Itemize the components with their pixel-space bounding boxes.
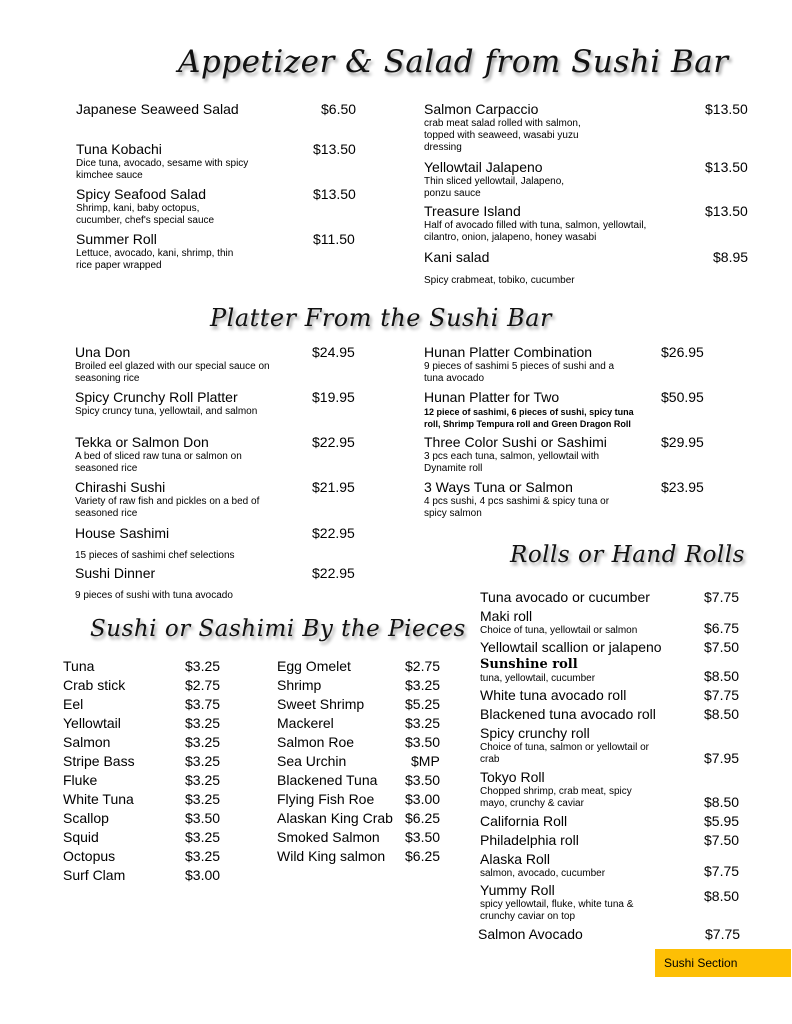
item-price: $29.95 bbox=[661, 434, 704, 450]
item-desc: Half of avocado filled with tuna, salmon, yellowtail, cilantro, onion, jalapeno, honey wasabi bbox=[424, 220, 647, 243]
roll-item bbox=[480, 882, 655, 923]
menu-item bbox=[424, 249, 674, 287]
menu-item bbox=[424, 479, 629, 520]
item-name: Chirashi Sushi bbox=[75, 479, 166, 495]
item-price: $7.95 bbox=[704, 750, 740, 766]
item-name: Spicy crunchy roll bbox=[480, 725, 590, 741]
item-name: Salmon Carpaccio bbox=[424, 101, 539, 117]
menu-item bbox=[424, 434, 624, 475]
item-desc: Spicy cruncy tuna, yellowtail, and salmon bbox=[75, 406, 258, 417]
roll-item bbox=[480, 589, 695, 606]
item-price: $5.95 bbox=[704, 813, 740, 829]
item-price: $23.95 bbox=[661, 479, 704, 495]
sushi-section-badge: Sushi Section bbox=[655, 949, 791, 977]
piece-price: $2.75 bbox=[185, 677, 221, 693]
item-name: Sushi Dinner bbox=[75, 565, 156, 581]
item-price: $8.50 bbox=[704, 888, 740, 904]
item-price: $13.50 bbox=[313, 186, 356, 202]
menu-item bbox=[75, 479, 280, 520]
item-name: Sunshine roll bbox=[480, 657, 578, 672]
piece-name: Sweet Shrimp bbox=[277, 696, 365, 712]
item-name: Japanese Seaweed Salad bbox=[76, 101, 239, 117]
piece-name: Smoked Salmon bbox=[277, 829, 380, 845]
piece-price: $3.00 bbox=[185, 867, 221, 883]
roll-item bbox=[480, 813, 695, 830]
menu-item bbox=[424, 159, 584, 200]
item-price: $13.50 bbox=[313, 141, 356, 157]
item-desc: 4 pcs sushi, 4 pcs sashimi & spicy tuna or spicy salmon bbox=[424, 496, 610, 519]
item-desc: Spicy crabmeat, tobiko, cucumber bbox=[424, 275, 575, 286]
piece-price: $3.25 bbox=[185, 791, 221, 807]
piece-name: Crab stick bbox=[63, 677, 126, 693]
piece-name: White Tuna bbox=[63, 791, 134, 807]
item-desc: spicy yellowtail, fluke, white tuna & crunchy caviar on top bbox=[480, 899, 634, 922]
piece-name: Wild King salmon bbox=[277, 848, 386, 864]
item-name: Spicy Seafood Salad bbox=[76, 186, 206, 202]
piece-price: $3.00 bbox=[405, 791, 441, 807]
roll-item bbox=[480, 832, 695, 849]
item-name: 3 Ways Tuna or Salmon bbox=[424, 479, 573, 495]
item-price: $13.50 bbox=[705, 203, 748, 219]
item-name: Yellowtail scallion or jalapeno bbox=[480, 639, 662, 655]
item-desc: salmon, avocado, cucumber bbox=[480, 868, 606, 879]
roll-item bbox=[480, 706, 695, 723]
item-price: $7.75 bbox=[704, 687, 740, 703]
piece-name: Salmon Roe bbox=[277, 734, 355, 750]
menu-item bbox=[75, 434, 265, 475]
menu-item bbox=[75, 344, 290, 385]
item-desc: Variety of raw fish and pickles on a bed of seasoned rice bbox=[75, 496, 260, 519]
item-price: $7.75 bbox=[705, 926, 741, 942]
item-price: $7.50 bbox=[704, 639, 740, 655]
item-desc: Shrimp, kani, baby octopus, cucumber, chef's special sauce bbox=[76, 203, 215, 226]
item-desc: Dice tuna, avocado, sesame with spicy kimchee sauce bbox=[76, 158, 249, 181]
item-price: $22.95 bbox=[312, 525, 355, 541]
roll-item bbox=[480, 687, 695, 704]
piece-name: Fluke bbox=[63, 772, 98, 788]
item-name: Una Don bbox=[75, 344, 131, 360]
piece-price: $3.25 bbox=[185, 829, 221, 845]
item-name: Philadelphia roll bbox=[480, 832, 579, 848]
item-price: $7.75 bbox=[704, 863, 740, 879]
item-price: $7.75 bbox=[704, 589, 740, 605]
appetizer-heading: Appetizer & Salad from Sushi Bar bbox=[178, 44, 729, 80]
piece-price: $3.25 bbox=[185, 734, 221, 750]
piece-price: $6.25 bbox=[405, 848, 441, 864]
menu-item bbox=[76, 141, 261, 182]
piece-price: $MP bbox=[411, 753, 440, 769]
menu-item bbox=[424, 101, 609, 154]
item-name: White tuna avocado roll bbox=[480, 687, 627, 703]
item-name: Maki roll bbox=[480, 608, 533, 624]
item-price: $22.95 bbox=[312, 434, 355, 450]
item-price: $24.95 bbox=[312, 344, 355, 360]
item-name: Spicy Crunchy Roll Platter bbox=[75, 389, 238, 405]
item-name: Salmon Avocado bbox=[478, 926, 583, 942]
item-name: Yellowtail Jalapeno bbox=[424, 159, 543, 175]
roll-item bbox=[480, 769, 655, 810]
menu-item bbox=[75, 525, 305, 562]
piece-price: $3.25 bbox=[185, 658, 221, 674]
item-desc: 9 pieces of sashimi 5 pieces of sushi and a tuna avocado bbox=[424, 361, 615, 384]
item-price: $8.50 bbox=[704, 794, 740, 810]
piece-price: $3.25 bbox=[185, 772, 221, 788]
piece-name: Tuna bbox=[63, 658, 95, 674]
item-desc: 12 piece of sashimi, 6 pieces of sushi, spicy tuna roll, Shrimp Tempura roll and Green Dragon Roll bbox=[424, 407, 634, 429]
roll-item bbox=[480, 639, 695, 656]
piece-name: Scallop bbox=[63, 810, 109, 826]
item-desc: Lettuce, avocado, kani, shrimp, thin rice paper wrapped bbox=[76, 248, 234, 271]
piece-name: Octopus bbox=[63, 848, 116, 864]
item-price: $26.95 bbox=[661, 344, 704, 360]
piece-name: Surf Clam bbox=[63, 867, 126, 883]
item-price: $21.95 bbox=[312, 479, 355, 495]
item-name: Tokyo Roll bbox=[480, 769, 545, 785]
item-price: $11.50 bbox=[313, 231, 355, 247]
item-desc: Choice of tuna, yellowtail or salmon bbox=[480, 625, 638, 636]
item-desc: tuna, yellowtail, cucumber bbox=[480, 673, 596, 684]
menu-item bbox=[76, 186, 241, 227]
item-name: Kani salad bbox=[424, 249, 490, 265]
piece-name: Egg Omelet bbox=[277, 658, 351, 674]
item-desc: 15 pieces of sashimi chef selections bbox=[75, 550, 235, 561]
menu-item bbox=[76, 101, 316, 118]
item-price: $8.50 bbox=[704, 706, 740, 722]
piece-price: $3.25 bbox=[185, 715, 221, 731]
piece-price: $3.50 bbox=[405, 829, 441, 845]
piece-name: Flying Fish Roe bbox=[277, 791, 375, 807]
item-price: $22.95 bbox=[312, 565, 355, 581]
piece-name: Stripe Bass bbox=[63, 753, 135, 769]
item-name: Three Color Sushi or Sashimi bbox=[424, 434, 607, 450]
item-price: $8.95 bbox=[713, 249, 749, 265]
item-desc: 3 pcs each tuna, salmon, yellowtail with Dynamite roll bbox=[424, 451, 600, 474]
roll-item bbox=[480, 851, 695, 880]
item-price: $19.95 bbox=[312, 389, 355, 405]
item-name: Tekka or Salmon Don bbox=[75, 434, 209, 450]
menu-item bbox=[424, 389, 639, 430]
roll-item bbox=[480, 608, 695, 637]
piece-price: $3.25 bbox=[185, 753, 221, 769]
piece-price: $3.25 bbox=[185, 848, 221, 864]
item-price: $6.50 bbox=[321, 101, 357, 117]
platter-heading: Platter From the Sushi Bar bbox=[210, 304, 553, 332]
item-price: $13.50 bbox=[705, 101, 748, 117]
item-name: Blackened tuna avocado roll bbox=[480, 706, 656, 722]
item-name: California Roll bbox=[480, 813, 568, 829]
piece-price: $3.50 bbox=[405, 772, 441, 788]
item-price: $7.50 bbox=[704, 832, 740, 848]
piece-price: $3.25 bbox=[405, 715, 441, 731]
piece-name: Shrimp bbox=[277, 677, 322, 693]
item-name: Yummy Roll bbox=[480, 882, 555, 898]
menu-item bbox=[424, 203, 674, 244]
item-name: Hunan Platter for Two bbox=[424, 389, 560, 405]
piece-price: $5.25 bbox=[405, 696, 441, 712]
pieces-heading: Sushi or Sashimi By the Pieces bbox=[90, 616, 466, 642]
piece-name: Blackened Tuna bbox=[277, 772, 378, 788]
item-desc: A bed of sliced raw tuna or salmon on seasoned rice bbox=[75, 451, 242, 474]
item-name: Tuna avocado or cucumber bbox=[480, 589, 650, 605]
piece-price: $3.75 bbox=[185, 696, 221, 712]
piece-name: Alaskan King Crab bbox=[277, 810, 393, 826]
piece-price: $3.50 bbox=[405, 734, 441, 750]
item-name: House Sashimi bbox=[75, 525, 170, 541]
menu-item bbox=[75, 565, 305, 602]
menu-item bbox=[75, 389, 305, 418]
item-price: $13.50 bbox=[705, 159, 748, 175]
piece-price: $3.25 bbox=[405, 677, 441, 693]
roll-item bbox=[480, 725, 660, 766]
item-desc: Choice of tuna, salmon or yellowtail or crab bbox=[480, 742, 649, 765]
item-desc: Chopped shrimp, crab meat, spicy mayo, crunchy & caviar bbox=[480, 786, 632, 809]
item-name: Tuna Kobachi bbox=[76, 141, 162, 157]
item-price: $6.75 bbox=[704, 620, 740, 636]
item-price: $8.50 bbox=[704, 668, 740, 684]
piece-price: $6.25 bbox=[405, 810, 441, 826]
menu-item bbox=[76, 231, 251, 272]
piece-price: $3.50 bbox=[185, 810, 221, 826]
item-price: $50.95 bbox=[661, 389, 704, 405]
roll-item bbox=[480, 656, 695, 685]
piece-name: Mackerel bbox=[277, 715, 334, 731]
item-name: Treasure Island bbox=[424, 203, 521, 219]
item-desc: 9 pieces of sushi with tuna avocado bbox=[75, 590, 233, 601]
item-name: Alaska Roll bbox=[480, 851, 551, 867]
piece-name: Squid bbox=[63, 829, 99, 845]
item-name: Hunan Platter Combination bbox=[424, 344, 593, 360]
item-desc: Thin sliced yellowtail, Jalapeno, ponzu sauce bbox=[424, 176, 565, 199]
menu-item bbox=[424, 344, 629, 385]
piece-name: Eel bbox=[63, 696, 84, 712]
piece-name: Salmon bbox=[63, 734, 111, 750]
roll-item bbox=[478, 926, 693, 943]
item-name: Summer Roll bbox=[76, 231, 157, 247]
item-desc: Broiled eel glazed with our special sauce on seasoning rice bbox=[75, 361, 270, 384]
rolls-heading: Rolls or Hand Rolls bbox=[510, 542, 745, 568]
piece-price: $2.75 bbox=[405, 658, 441, 674]
item-desc: crab meat salad rolled with salmon, topped with seaweed, wasabi yuzu dressing bbox=[424, 118, 581, 153]
piece-name: Sea Urchin bbox=[277, 753, 347, 769]
piece-name: Yellowtail bbox=[63, 715, 121, 731]
